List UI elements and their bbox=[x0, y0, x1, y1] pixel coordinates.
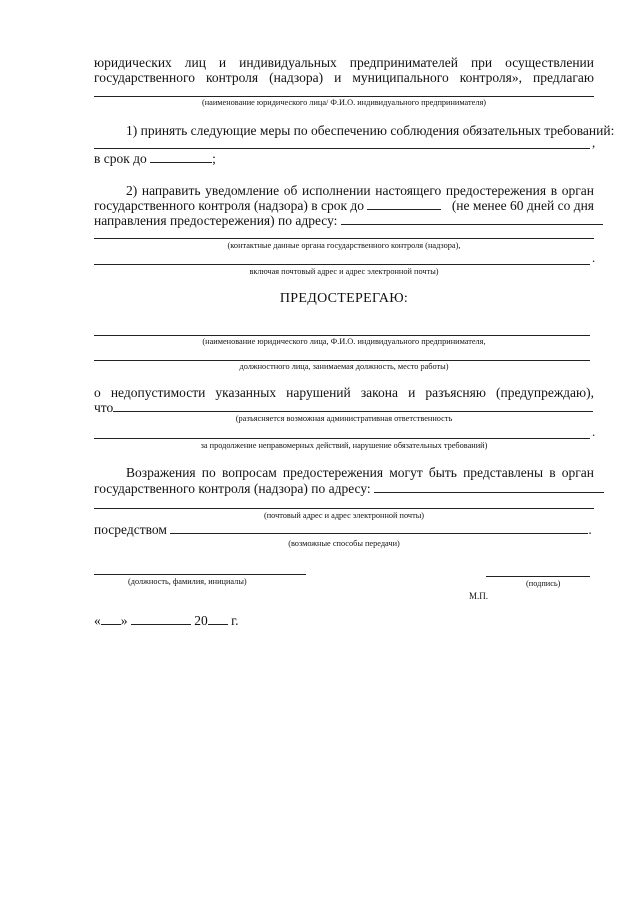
deadline-label: в срок до bbox=[94, 151, 147, 166]
via-line bbox=[94, 522, 594, 538]
liability-period: . bbox=[592, 424, 596, 439]
objections-line-1: Возражения по вопросам предостережения могут быть представлены в орган bbox=[126, 465, 594, 480]
intro-line-1: юридических лиц и индивидуальных предпринимателей при осуществлении bbox=[94, 55, 594, 70]
warning-heading: ПРЕДОСТЕРЕГАЮ: bbox=[279, 291, 409, 306]
org-name-field[interactable] bbox=[94, 96, 594, 97]
contacts-period: . bbox=[592, 250, 596, 265]
notification-deadline-field[interactable] bbox=[367, 198, 441, 210]
address-caption: включая почтовый адрес и адрес электронной почты) bbox=[249, 267, 439, 276]
methods-caption: (возможные способы передачи) bbox=[288, 539, 400, 548]
objections-address-field-2[interactable] bbox=[94, 508, 594, 509]
contacts-field-2[interactable] bbox=[94, 264, 590, 265]
notification-address-label: направления предостережения) по адресу: bbox=[94, 213, 338, 228]
contacts-field[interactable] bbox=[94, 238, 594, 239]
intro-line-2: государственного контроля (надзора) и муниципального контроля», предлагаю bbox=[94, 70, 594, 85]
notification-line-2 bbox=[94, 198, 594, 214]
position-caption: (должность, фамилия, инициалы) bbox=[128, 577, 247, 586]
measures-comma: , bbox=[592, 135, 596, 150]
measures-deadline bbox=[94, 151, 216, 167]
stamp-label: М.П. bbox=[469, 591, 489, 601]
liability-field[interactable] bbox=[94, 438, 590, 439]
date-day-field[interactable] bbox=[101, 613, 121, 625]
warned-org-caption: (наименование юридического лица, Ф.И.О. индивидуального предпринимателя, bbox=[202, 337, 486, 346]
objections-address-label: государственного контроля (надзора) по адресу: bbox=[94, 481, 371, 496]
liability-caption: (разъясняется возможная административная ответственность bbox=[235, 414, 453, 423]
via-period: . bbox=[588, 522, 592, 537]
measures-item-1: 1) принять следующие меры по обеспечению соблюдения обязательных требований: bbox=[126, 123, 615, 138]
warning-line-1: о недопустимости указанных нарушений закона и разъясняю (предупреждаю), bbox=[94, 385, 594, 400]
via-label: посредством bbox=[94, 522, 167, 537]
notification-line-1: 2) направить уведомление об исполнении настоящего предостережения в орган bbox=[126, 183, 594, 198]
warning-that-field[interactable] bbox=[113, 400, 593, 412]
date-year-suffix: г. bbox=[231, 613, 239, 628]
date-month-field[interactable] bbox=[131, 613, 191, 625]
objections-address-field[interactable] bbox=[374, 481, 604, 493]
date-year-field[interactable] bbox=[208, 613, 228, 625]
notification-deadline-label: государственного контроля (надзора) в срок до bbox=[94, 198, 365, 213]
notification-address-field[interactable] bbox=[341, 213, 603, 225]
warned-official-caption: должностного лица, занимаемая должность, место работы) bbox=[239, 362, 449, 371]
date-line bbox=[94, 613, 239, 629]
signature-field[interactable] bbox=[486, 576, 590, 577]
notification-min-days: (не менее 60 дней со дня bbox=[451, 198, 594, 213]
via-field[interactable] bbox=[170, 522, 588, 534]
warning-that-label: что bbox=[94, 400, 114, 415]
date-open-quote: « bbox=[94, 613, 101, 628]
date-year-prefix: 20 bbox=[194, 613, 208, 628]
continuation-caption: за продолжение неправомерных действий, нарушение обязательных требований) bbox=[200, 441, 488, 450]
org-name-caption: (наименование юридического лица/ Ф.И.О. индивидуального предпринимателя) bbox=[201, 98, 487, 107]
signature-caption: (подпись) bbox=[526, 579, 561, 588]
warned-official-field[interactable] bbox=[94, 360, 590, 361]
deadline-field[interactable] bbox=[150, 151, 212, 163]
deadline-semicolon: ; bbox=[212, 151, 216, 166]
objections-address-caption: (почтовый адрес и адрес электронной почты) bbox=[263, 511, 425, 520]
position-field[interactable] bbox=[94, 574, 306, 575]
measures-field[interactable] bbox=[94, 148, 590, 149]
warned-org-field[interactable] bbox=[94, 335, 590, 336]
objections-line-2 bbox=[94, 481, 594, 497]
notification-line-3 bbox=[94, 213, 594, 229]
contacts-caption: (контактные данные органа государственного контроля (надзора), bbox=[227, 241, 461, 250]
date-close-quote: » bbox=[120, 613, 128, 628]
